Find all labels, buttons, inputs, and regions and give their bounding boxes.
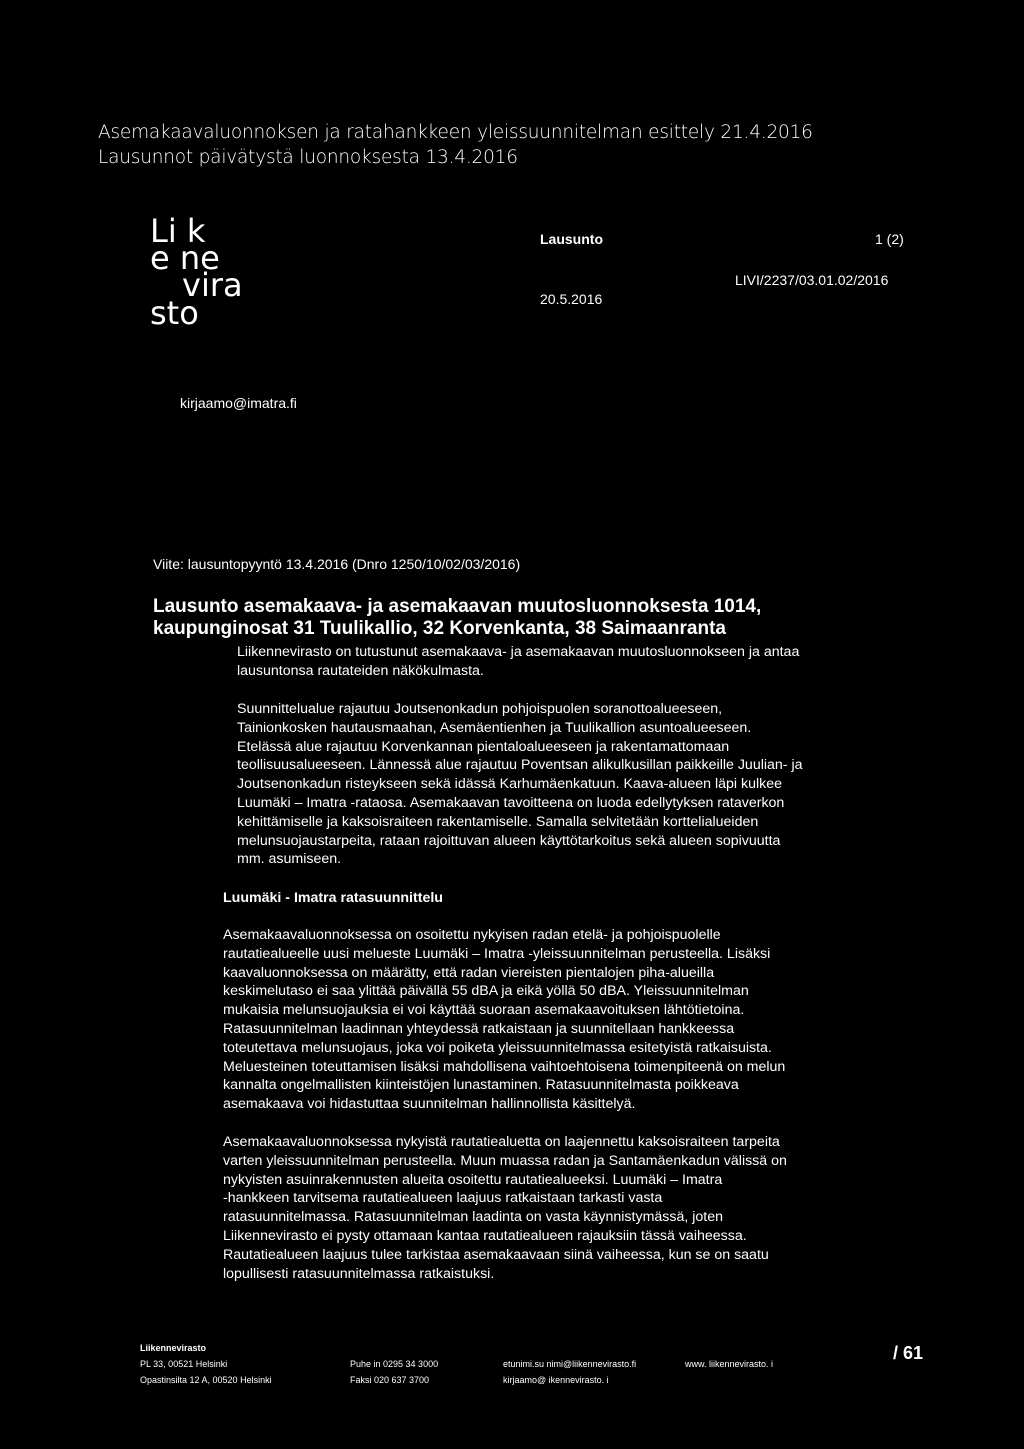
page-number: 1 (2)	[875, 231, 904, 247]
area-line: teollisuusalueeseen. Lännessä alue rajautuu Poventsan alikulkusillan paikkeille Juulian- ja	[237, 757, 803, 774]
area-line: Etelässä alue rajautuu Korvenkannan pientaloalueeseen ja rakentamattomaan	[237, 738, 730, 755]
intro-line: lausuntonsa rautateiden näkökulmasta.	[237, 662, 484, 679]
section-p1-line: Meluesteinen toteuttamisen lisäksi mahdollisena vaihtoehtoisena toimenpiteenä on melun	[223, 1058, 786, 1075]
section-p1-line: rautatiealueelle uusi melueste Luumäki – Imatra -yleissuunnitelman perusteella. Lisäksi	[223, 945, 771, 962]
section-p2-line: Liikennevirasto ei pysty ottamaan kantaa rautatiealueen rajauksiin tässä vaiheessa.	[223, 1227, 747, 1244]
document-date: 20.5.2016	[540, 291, 603, 307]
area-line: Luumäki – Imatra -rataosa. Asemakaavan tavoitteena on luoda edellytyksen rataverkon	[237, 794, 785, 811]
area-line: Suunnittelualue rajautuu Joutsenonkadun pohjoispuolen soranottoalueeseen,	[237, 701, 723, 717]
reference-number: LIVI/2237/03.01.02/2016	[735, 272, 889, 288]
footer-email-2: kirjaamo@ ikennevirasto. i	[503, 1375, 609, 1385]
section-p1-line: Ratasuunnitelman laadinnan yhteydessä ratkaistaan ja suunnitellaan hankkeessa	[223, 1020, 735, 1037]
section-p2-line: lopullisesti ratasuunnitelmassa ratkaistuksi.	[223, 1265, 495, 1282]
section-p2-line: varten yleissuunnitelman perusteella. Muun muassa radan ja Santamäenkadun välissä on	[223, 1152, 787, 1169]
section-heading: Luumäki - Imatra ratasuunnittelu	[223, 890, 443, 906]
footer-email-1: etunimi.su nimi@liikennevirasto.fi	[503, 1359, 637, 1369]
section-p1-line: mukaisia melunsuojauksia ei voi käyttää suoraan asemakaavoituksen lähtötietoina.	[223, 1002, 745, 1019]
header-line-2: Lausunnot päivätystä luonnoksesta 13.4.2016	[98, 147, 518, 168]
section-p1-line: keskimelutaso ei saa ylittää päivällä 55 dBA ja eikä yöllä 50 dBA. Yleissuunnitelman	[223, 983, 749, 1000]
section-p2-line: -hankkeen tarvitsema rautatiealueen laajuus ratkaistaan tarkasti vasta	[223, 1190, 663, 1207]
footer-org: Liikennevirasto	[140, 1343, 207, 1353]
footer-website: www. liikennevirasto. i	[685, 1359, 774, 1369]
recipient-email: kirjaamo@imatra.fi	[180, 395, 297, 411]
logo-line-2: e ne	[150, 239, 220, 277]
area-line: Joutsenonkadun risteykseen sekä idässä Karhumäenkatuun. Kaava-alueen läpi kulkee	[237, 776, 782, 793]
section-paragraph-1	[223, 926, 993, 1114]
footer-address-2: Opastinsilta 12 A, 00520 Helsinki	[140, 1375, 272, 1385]
title-line-2: kaupunginosat 31 Tuulikallio, 32 Korvenkanta, 38 Saimaanranta	[153, 618, 726, 639]
document-type: Lausunto	[540, 231, 603, 247]
section-paragraph-2	[223, 1133, 993, 1283]
header-line-1: Asemakaavaluonnoksen ja ratahankkeen yleissuunnitelman esittely 21.4.2016	[98, 122, 813, 143]
area-line: kehittämiselle ja kaksoisraiteen rakentamiselle. Samalla selvitetään korttelialueiden	[237, 813, 759, 830]
area-line: mm. asumiseen.	[237, 851, 342, 868]
section-p2-line: Rautatiealueen laajuus tulee tarkistaa asemakaavaan siinä vaiheessa, kun se on saatu	[223, 1246, 769, 1263]
footer-fax: Faksi 020 637 3700	[350, 1375, 430, 1385]
page-stamp: / 61	[893, 1343, 924, 1363]
footer-phone: Puhe in 0295 34 3000	[350, 1359, 439, 1369]
title-line-1: Lausunto asemakaava- ja asemakaavan muutosluonnoksesta 1014,	[153, 596, 762, 617]
section-p1-line: toteutettava melunsuojaus, joka voi poiketa yleissuunnitelmassa esitetyistä ratkaisuista.	[223, 1039, 772, 1056]
section-p1-line: kaavaluonnoksessa on määrätty, että radan viereisten pientalojen piha-alueilla	[223, 964, 715, 981]
footer-address-1: PL 33, 00521 Helsinki	[140, 1359, 228, 1369]
liikennevirasto-logo	[150, 212, 260, 338]
section-p1-line: Asemakaavaluonnoksessa on osoitettu nykyisen radan etelä- ja pohjoispuolelle	[223, 927, 721, 943]
area-description-paragraph	[237, 700, 997, 869]
section-p1-line: kannalta ongelmallisten kiinteistöjen lunastaminen. Ratasuunnitelmasta poikkeava	[223, 1077, 739, 1094]
intro-paragraph	[237, 643, 997, 681]
intro-line: Liikennevirasto on tutustunut asemakaava- ja asemakaavan muutosluonnokseen ja antaa	[237, 644, 800, 660]
section-p2-line: nykyisten asuinrakennusten alueita osoitettu rautatiealueeksi. Luumäki – Imatra	[223, 1171, 723, 1188]
section-p2-line: Asemakaavaluonnoksessa nykyistä rautatiealuetta on laajennettu kaksoisraiteen tarpeita	[223, 1134, 780, 1150]
document-title	[153, 596, 993, 640]
area-line: Tainionkosken hautausmaahan, Asemäentienhen ja Tuulikallion asuntoalueeseen.	[237, 719, 752, 736]
logo-line-3: vira	[182, 266, 243, 304]
reference-line: Viite: lausuntopyyntö 13.4.2016 (Dnro 1250/10/02/03/2016)	[153, 556, 521, 572]
section-p1-line: asemakaava voi hidastuttaa suunnitelman hallinnollista käsittelyä.	[223, 1096, 636, 1113]
logo-line-1: Li k	[150, 212, 206, 250]
area-line: melunsuojaustarpeita, rataan rajoittuvan alueen käyttötarkoitus sekä alueen sopivuutta	[237, 832, 781, 849]
section-p2-line: ratasuunnitelmassa. Ratasuunnitelman laadinta on vasta käynnistymässä, joten	[223, 1209, 723, 1226]
logo-line-4: sto	[150, 294, 199, 332]
